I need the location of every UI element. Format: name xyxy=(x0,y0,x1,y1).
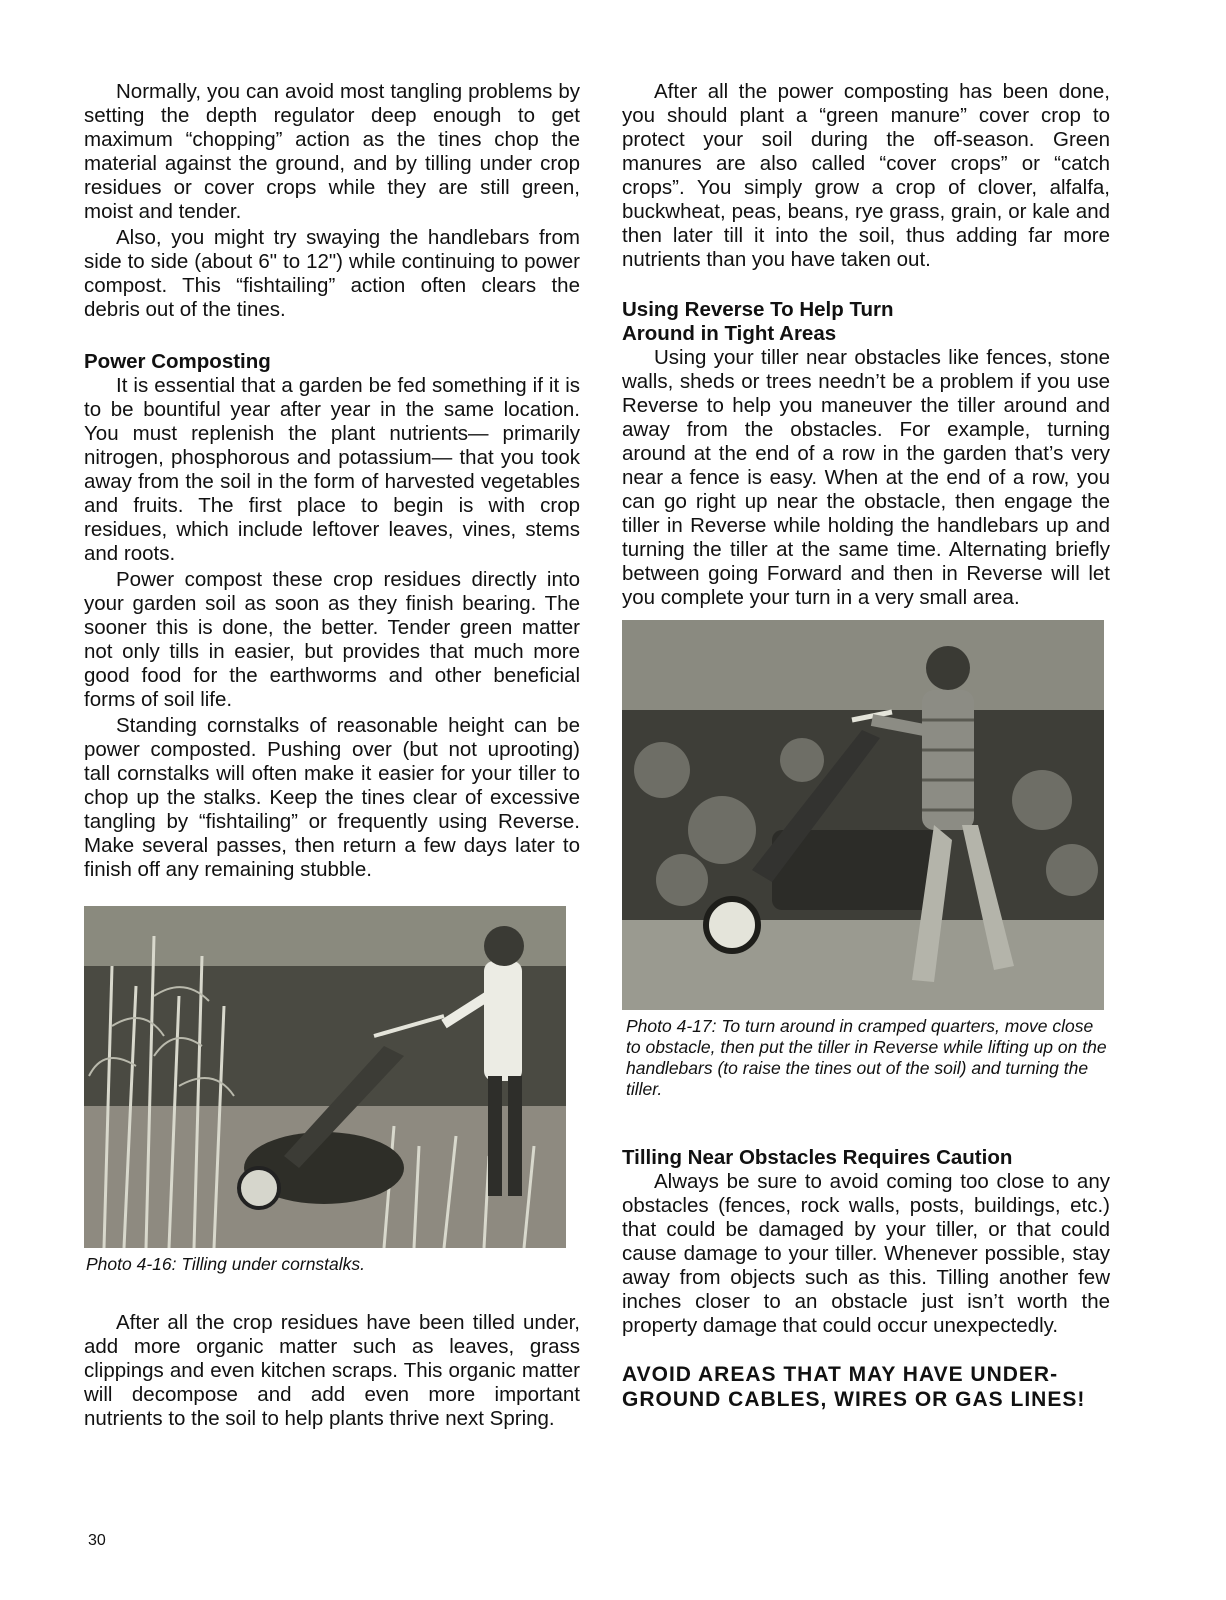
caption-photo-4-17: Photo 4-17: To turn around in cramped quarters, move close to obstacle, then put the tiller in Reverse while lifting up on the handlebars (to raise the tines out of the soil) and turning the tiller. xyxy=(626,1016,1107,1099)
paragraph-reverse-maneuver: Using your tiller near obstacles like fences, stone walls, sheds or trees needn’t be a problem if you use Reverse to help you maneuver the tiller around and away from the obstacles. For example, turning around at the end of a row in the garden that’s very near a fence is easy. When at the end of a row, you can go right up near the obstacle, then engage the tiller in Reverse while holding the handlebars up and turning the tiller at the same time. Alternating briefly between going Forward and then in Reverse will let you complete your turn in a very small area. xyxy=(622,346,1110,609)
left-column xyxy=(84,80,580,1431)
paragraph-cornstalks: Standing cornstalks of reasonable height can be power composted. Pushing over (but not uprooting) tall cornstalks will often make it easier for your tiller to chop up the stalks. Keep the tines clear of excessive tangling by “fishtailing” or frequently using Reverse. Make several passes, then return a few days later to finish off any remaining stubble. xyxy=(84,714,580,881)
heading-using-reverse-line1: Using Reverse To Help Turn xyxy=(622,298,894,321)
photo-tilling-cornstalks xyxy=(84,906,566,1248)
paragraph-caution: Always be sure to avoid coming too close to any obstacles (fences, rock walls, posts, buildings, etc.) that could be damaged by your tiller, or that could cause damage to your tiller. Whenever possible, stay away from objects such as this. Tilling another few inches closer to an obstacle just isn’t worth the property damage that could occur unexpectedly. xyxy=(622,1170,1110,1337)
warning-underground-lines xyxy=(622,1362,1110,1412)
photo-turning-tiller xyxy=(622,620,1104,1010)
heading-using-reverse xyxy=(622,298,1110,346)
paragraph-tangling: Normally, you can avoid most tangling problems by setting the depth regulator deep enough to get maximum “chopping” action as the tines chop the material against the ground, and by tilling under crop residues or cover crops while they are still green, moist and tender. xyxy=(84,80,580,223)
paragraph-crop-residues: Power compost these crop residues directly into your garden soil as soon as they finish bearing. The sooner this is done, the better. Tender green matter not only tills in easier, but provides that much more good food for the earthworms and other beneficial forms of soil life. xyxy=(84,568,580,711)
paragraph-replenish-nutrients: It is essential that a garden be fed something if it is to be bountiful year after year in the same location. You must replenish the plant nutrients— primarily nitrogen, phosphorous and potassium— that you took away from the soil in the form of harvested vegetables and fruits. The first place to begin is with crop residues, which include leftover leaves, vines, stems and roots. xyxy=(84,374,580,565)
caption-photo-4-16: Photo 4-16: Tilling under cornstalks. xyxy=(86,1254,366,1274)
warning-line2: GROUND CABLES, WIRES OR GAS LINES! xyxy=(622,1388,1086,1411)
heading-power-composting: Power Composting xyxy=(84,350,271,373)
page-number: 30 xyxy=(88,1532,106,1549)
paragraph-green-manure: After all the power composting has been done, you should plant a “green manure” cover crop to protect your soil during the off-season. Green manures are also called “cover crops” or “catch crops”. You simply grow a crop of clover, alfalfa, buckwheat, peas, beans, rye grass, grain, or kale and then later till it into the soil, thus adding far more nutrients than you have taken out. xyxy=(622,80,1110,271)
heading-using-reverse-line2: Around in Tight Areas xyxy=(622,322,837,345)
paragraph-organic-matter: After all the crop residues have been tilled under, add more organic matter such as leaves, grass clippings and even kitchen scraps. This organic matter will decompose and add even more important nutrients to the soil to help plants thrive next Spring. xyxy=(84,1311,580,1430)
heading-tilling-near-obstacles: Tilling Near Obstacles Requires Caution xyxy=(622,1146,1013,1169)
right-column xyxy=(622,80,1110,1412)
paragraph-fishtailing: Also, you might try swaying the handlebars from side to side (about 6" to 12") while continuing to power compost. This “fishtailing” action often clears the debris out of the tines. xyxy=(84,226,580,321)
warning-line1: AVOID AREAS THAT MAY HAVE UNDER- xyxy=(622,1363,1059,1386)
